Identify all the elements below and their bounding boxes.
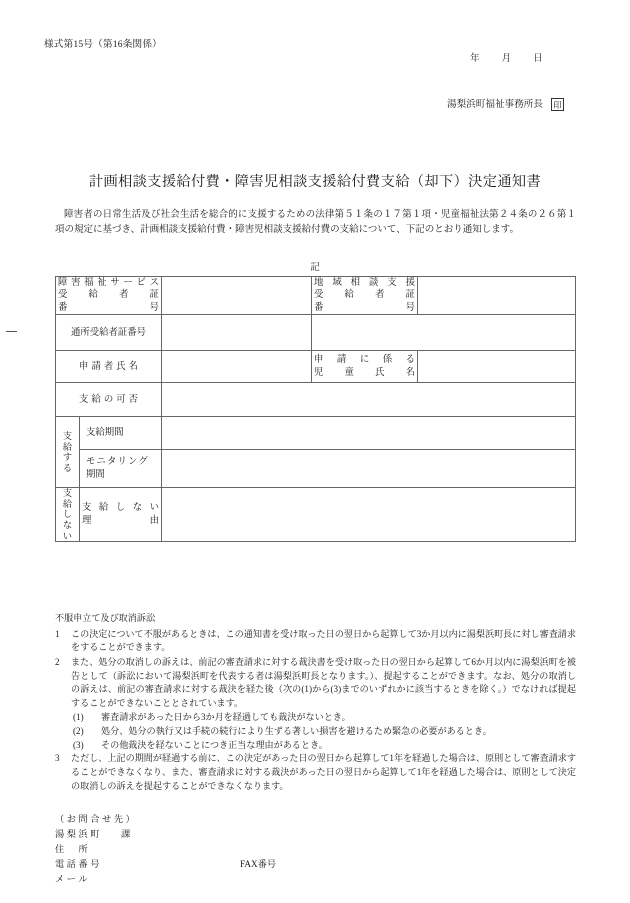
contact-mail-label: メール	[55, 873, 91, 884]
denial-reason-value[interactable]	[162, 488, 576, 542]
monitoring-period-value[interactable]	[162, 450, 576, 488]
decision-value[interactable]	[162, 383, 576, 417]
table-row	[56, 450, 576, 488]
contact-town-row	[55, 827, 576, 842]
table-row	[56, 488, 576, 542]
contact-section: 課	[121, 828, 131, 839]
row-label-regional-support-cert	[312, 277, 418, 315]
row-label-decision	[56, 383, 162, 417]
group-label-char-2: 給	[62, 441, 73, 452]
appeal-notes-heading: 不服申立て及び取消訴訟	[55, 613, 156, 623]
group-label-char-3: す	[62, 452, 73, 463]
regional-support-cert-number-cells[interactable]	[418, 277, 576, 315]
contact-tel-row	[55, 857, 576, 872]
commuting-cert-right-blank	[312, 315, 576, 351]
row-label-line-1: 支給しない	[82, 503, 160, 514]
table-row	[56, 277, 576, 315]
ki-marker: 記	[310, 263, 320, 273]
note-subitem-text: その他裁決を経ないことにつき正当な理由があるとき。	[101, 739, 328, 750]
note-number: 3	[55, 753, 60, 764]
row-label-monitoring-period	[80, 450, 162, 488]
disability-service-cert-number-cells[interactable]	[162, 277, 312, 315]
note-subitem	[73, 711, 576, 725]
note-subitem-number: (1)	[73, 712, 84, 723]
contact-tel-label: 電話番号	[55, 858, 103, 869]
group-label-char-4: な	[62, 519, 73, 530]
issuer-name: 湯梨浜町福祉事務所長	[447, 99, 543, 110]
note-item	[55, 656, 576, 711]
contact-address-label: 住 所	[55, 843, 91, 854]
row-label-child-name	[312, 351, 418, 383]
date-day-label: 日	[533, 53, 543, 64]
row-label-payment-period: 支給期間	[80, 417, 162, 450]
row-label-denial-reason	[80, 488, 162, 542]
row-label-line-2: 受 給 者 証	[58, 290, 160, 301]
note-subitem	[73, 725, 576, 739]
table-row	[56, 315, 576, 351]
date-line	[470, 52, 543, 66]
note-item	[55, 752, 576, 793]
note-subitem-text: 審査請求があった日から3か月を経過しても裁決がないとき。	[101, 712, 351, 723]
row-label-text: 支給の可否	[79, 394, 141, 405]
row-label-line-1: 申請に係る	[314, 355, 416, 366]
note-subitem-number: (3)	[73, 739, 84, 750]
table-row	[56, 417, 576, 450]
commuting-cert-number-cells[interactable]	[162, 315, 312, 351]
row-label-disability-service-cert	[56, 277, 162, 315]
date-year-label: 年	[470, 53, 480, 64]
group-label-not-payable	[56, 488, 80, 542]
table-row	[56, 383, 576, 417]
table-row	[56, 351, 576, 383]
applicant-name-value[interactable]	[162, 351, 312, 383]
note-text: また、処分の取消しの訴えは、前記の審査請求に対する裁決書を受け取った日の翌日から起算して6か月以内に湯梨浜町を被告として（訴訟において湯梨浜町を代表する者は湯梨浜町長となります。）、提起することができます。なお、処分の取消しの訴えは、前記の審査請求に対する裁決を経た後（次の(1)から(3)までのいずれかに該当するときを除く。）でなければ提起することができないこととされています。	[71, 656, 576, 708]
seal-icon: 印	[551, 98, 564, 111]
note-subitem	[73, 739, 576, 753]
note-text: ただし、上記の期間が経過する前に、この決定があった日の翌日から起算して1年を経過した場合は、原則として審査請求することができなくなり、また、審査請求に対する裁決があった日の翌日から起算して1年を経過した場合は、原則として決定の取消しの訴えを提起することができなくなります。	[71, 753, 576, 791]
group-label-char-3: し	[62, 509, 73, 520]
child-name-value[interactable]	[418, 351, 576, 383]
decision-table	[55, 276, 576, 542]
row-label-line-2: 理 由	[82, 515, 160, 526]
row-label-line-1: 地域相談支援	[314, 278, 416, 288]
note-subitem-number: (2)	[73, 726, 84, 737]
row-label-line-3: 番 号	[58, 302, 160, 313]
row-label-commuting-cert: 通所受給者証番号	[56, 315, 162, 351]
note-item	[55, 628, 576, 655]
group-label-char-5: い	[62, 530, 73, 541]
group-label-char-1: 支	[62, 488, 73, 499]
issuer-line	[447, 98, 564, 112]
row-label-line-3: 番 号	[314, 302, 416, 313]
group-label-char-2: 給	[62, 498, 73, 509]
row-label-applicant-name	[56, 351, 162, 383]
margin-tick-mark	[6, 331, 17, 332]
row-label-line-2: 受 給 者 証	[314, 290, 416, 301]
group-label-char-1: 支	[62, 431, 73, 442]
page-title: 計画相談支援給付費・障害児相談支援給付費支給（却下）決定通知書	[88, 174, 542, 190]
row-label-text: 申請者氏名	[79, 361, 141, 372]
contact-town: 湯梨浜町	[55, 828, 103, 839]
date-month-label: 月	[501, 53, 512, 64]
contact-block	[55, 812, 576, 887]
lead-paragraph: 障害者の日常生活及び社会生活を総合的に支援するための法律第５１条の１７第１項・児童福祉法第２４条の２６第１項の規定に基づき、計画相談支援給付費・障害児相談支援給付費の支給について、下記のとおり通知します。	[55, 210, 576, 235]
group-label-char-4: る	[62, 462, 73, 473]
row-label-line-1: モニタリング	[86, 457, 149, 468]
contact-fax-label: FAX番号	[240, 858, 277, 869]
payment-period-value[interactable]	[162, 417, 576, 450]
note-number: 2	[55, 656, 60, 667]
row-label-line-2: 期間	[86, 469, 105, 480]
note-number: 1	[55, 628, 60, 639]
appeal-notes	[55, 612, 576, 794]
row-label-line-1: 障害福祉サービス	[58, 278, 160, 288]
contact-heading: （お問合せ先）	[55, 814, 138, 824]
group-label-payable	[56, 417, 80, 488]
row-label-line-2: 児 童 氏 名	[314, 367, 416, 378]
note-text: この決定について不服があるときは、この通知書を受け取った日の翌日から起算して3か月以内に湯梨浜町長に対し審査請求をすることができます。	[71, 628, 576, 653]
form-number: 様式第15号（第16条関係）	[44, 39, 162, 50]
note-subitem-text: 処分、処分の執行又は手続の続行により生ずる著しい損害を避けるため緊急の必要があるとき。	[101, 726, 492, 737]
